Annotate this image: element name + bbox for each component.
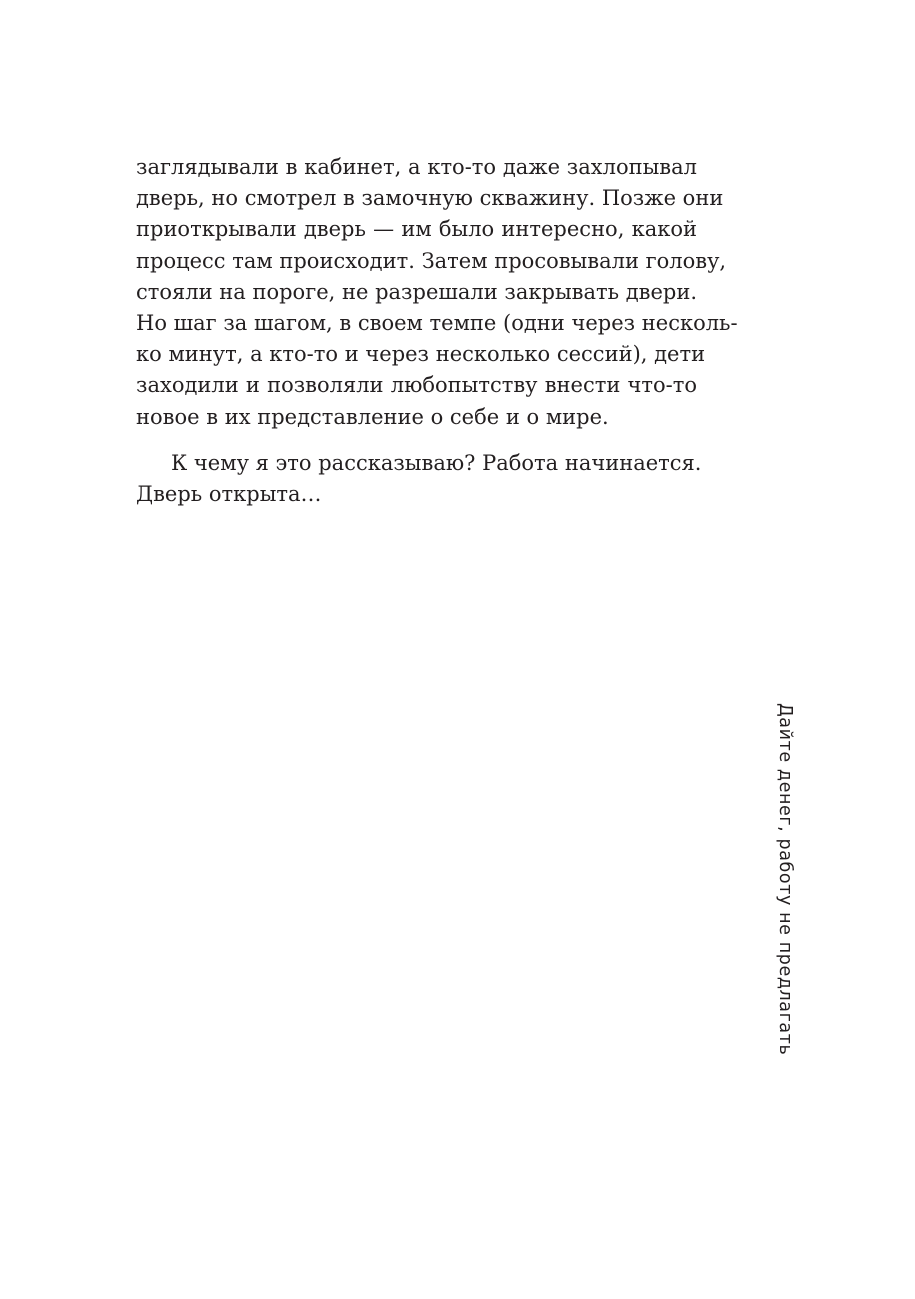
text-line: Дверь открыта…: [136, 482, 322, 507]
text-line: К чему я это рассказываю? Работа начинается.: [171, 450, 702, 475]
text-line: новое в их представление о себе и о мире.: [136, 404, 609, 429]
paragraph-1: [136, 152, 738, 433]
paragraph-2: [136, 448, 702, 510]
text-line: Но шаг за шагом, в своем темпе (одни через несколь-: [136, 311, 738, 336]
running-title: Дайте денег, работу не предлагать: [775, 703, 795, 1056]
text-line: дверь, но смотрел в замочную скважину. Позже они: [136, 186, 724, 211]
text-line: приоткрывали дверь — им было интересно, какой: [136, 217, 697, 242]
text-line: заглядывали в кабинет, а кто-то даже захлопывал: [136, 155, 697, 179]
body-text: [136, 152, 738, 510]
text-line: стояли на пороге, не разрешали закрывать двери.: [136, 279, 698, 304]
text-line: заходили и позволяли любопытству внести что-то: [136, 373, 697, 398]
text-line: ко минут, а кто-то и через несколько сессий), дети: [136, 342, 706, 367]
text-line: процесс там происходит. Затем просовывали голову,: [136, 248, 727, 273]
